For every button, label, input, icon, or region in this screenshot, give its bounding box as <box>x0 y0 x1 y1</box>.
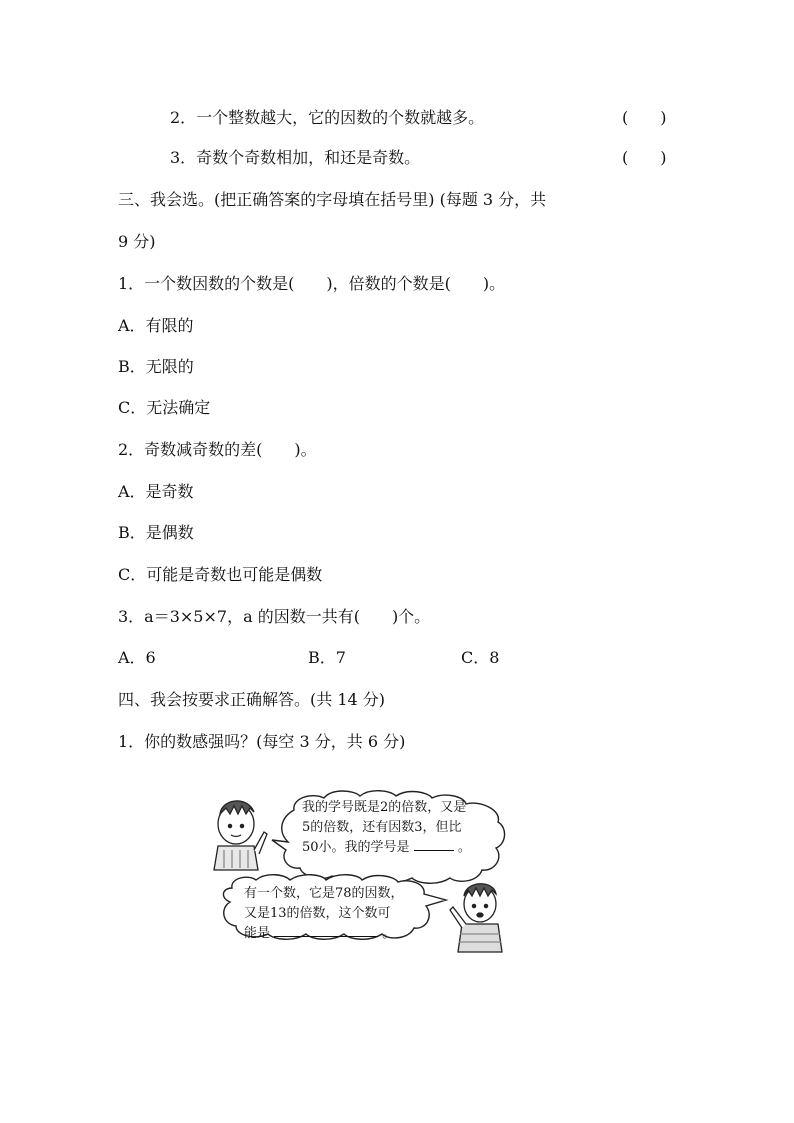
question-2-option-c[interactable]: C．可能是奇数也可能是偶数 <box>118 565 323 584</box>
section4-heading: 四、我会按要求正确解答。(共 14 分) <box>118 690 386 709</box>
question-3-option-b[interactable]: B．7 <box>308 648 346 667</box>
question-1-option-c[interactable]: C．无法确定 <box>118 398 211 417</box>
bubble-bottom-line-1: 有一个数，它是78的因数， <box>244 886 404 901</box>
tf-answer-paren-2[interactable]: ( ) <box>622 108 667 127</box>
boy-right-figure <box>450 884 502 952</box>
section3-heading-line2: 9 分) <box>118 232 156 251</box>
question-3-option-c[interactable]: C．8 <box>461 648 500 667</box>
bubble-top-line-3-end: 。 <box>457 840 471 855</box>
bubble-top-line-1: 我的学号既是2的倍数，又是 <box>302 800 467 815</box>
possible-number-blank[interactable] <box>274 924 378 937</box>
section3-heading-line1: 三、我会选。(把正确答案的字母填在括号里) (每题 3 分，共 <box>118 190 547 209</box>
bubble-bottom-line-3-text: 能是 <box>244 926 271 941</box>
student-number-blank[interactable] <box>414 838 454 851</box>
bubble-top-line-3-text: 50小。我的学号是 <box>302 840 410 855</box>
bubble-bottom-line-3 <box>244 924 395 944</box>
question-1-stem: 1．一个数因数的个数是( )，倍数的个数是( )。 <box>118 274 506 293</box>
bubble-bottom-line-3-end: 。 <box>382 926 396 941</box>
section4-question-1: 1．你的数感强吗？(每空 3 分，共 6 分) <box>118 732 406 751</box>
question-1-option-b[interactable]: B．无限的 <box>118 357 194 376</box>
bubble-top-line-3 <box>302 838 471 858</box>
question-2-option-a[interactable]: A．是奇数 <box>118 482 194 501</box>
question-2-option-b[interactable]: B．是偶数 <box>118 523 194 542</box>
bubble-bottom-line-2: 又是13的倍数，这个数可 <box>244 906 391 921</box>
question-3-option-a[interactable]: A．6 <box>118 648 156 667</box>
question-1-option-a[interactable]: A．有限的 <box>118 316 194 335</box>
question-3-stem: 3．a＝3×5×7，a 的因数一共有( )个。 <box>118 607 431 626</box>
bubble-top-line-2: 5的倍数，还有因数3，但比 <box>302 820 462 835</box>
question-2-stem: 2．奇数减奇数的差( )。 <box>118 440 317 459</box>
number-sense-illustration <box>212 788 512 958</box>
boy-left-figure <box>214 801 267 870</box>
tf-statement-2: 2．一个整数越大，它的因数的个数就越多。 <box>170 108 485 127</box>
tf-statement-3: 3．奇数个奇数相加，和还是奇数。 <box>170 148 421 167</box>
tf-answer-paren-3[interactable]: ( ) <box>622 148 667 167</box>
